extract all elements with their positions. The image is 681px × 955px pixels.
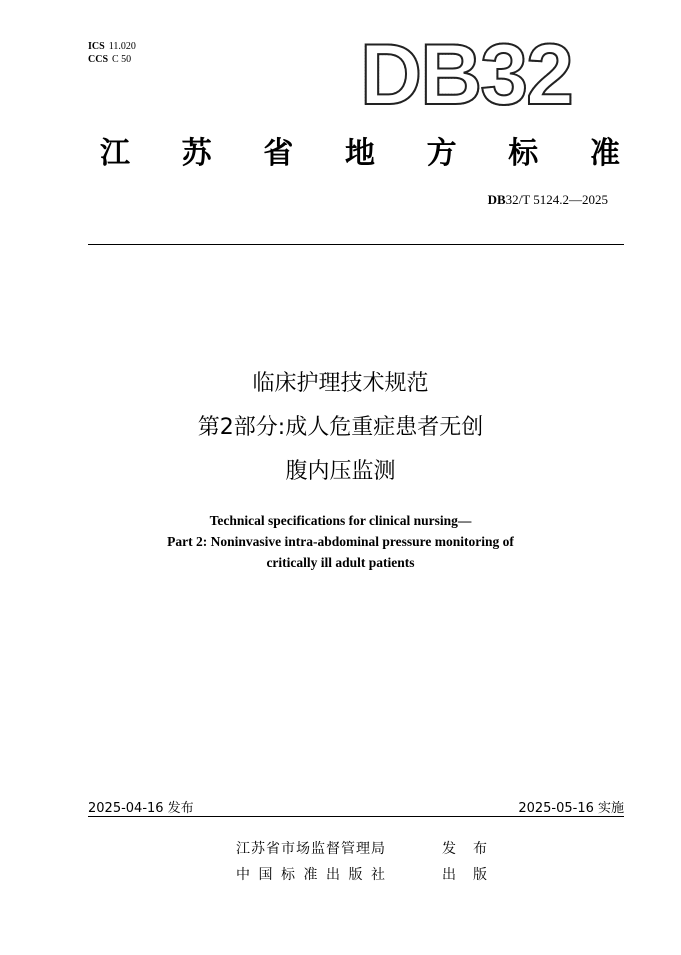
province-title-char: 方 (426, 136, 457, 171)
title-cn-line1: 临床护理技术规范 (252, 371, 429, 396)
classification-codes (88, 40, 136, 66)
publisher-block (236, 836, 504, 888)
issuer-row (236, 836, 504, 862)
province-title-char: 省 (263, 136, 294, 171)
standard-number: DB32/T 5124.2—2025 (487, 192, 608, 207)
ccs-line: CCS C 50 (88, 54, 132, 65)
issuer-name: 江苏省市场监督管理局 (236, 841, 386, 857)
issue-date: 2025-04-16 发布 (88, 801, 194, 816)
issuer-action: 发布 (442, 841, 504, 857)
title-en-line2: Part 2: Noninvasive intra-abdominal pressure monitoring of (167, 534, 514, 549)
ics-line: ICS 11.020 (88, 41, 136, 52)
province-title-char: 准 (589, 136, 620, 171)
publisher-action: 出版 (442, 867, 504, 883)
publisher-row (236, 862, 504, 888)
title-en-line1: Technical specifications for clinical nursing— (209, 513, 472, 528)
title-cn-line2: 第2部分:成人危重症患者无创 (197, 415, 484, 440)
implementation-date: 2025-05-16 实施 (518, 801, 624, 816)
province-standard-title (100, 136, 620, 172)
footer-divider (88, 816, 624, 817)
date-row (88, 797, 624, 816)
province-title-char: 江 (100, 136, 130, 171)
db32-logo: DB32 (360, 27, 572, 123)
province-title-char: 地 (344, 136, 375, 171)
title-cn-line3: 腹内压监测 (285, 459, 396, 484)
title-en-line3: critically ill adult patients (266, 555, 415, 570)
header-divider (88, 244, 624, 245)
province-title-char: 苏 (181, 136, 212, 171)
publisher-name: 中国标准出版社 (236, 867, 394, 883)
province-title-char: 标 (508, 136, 539, 171)
